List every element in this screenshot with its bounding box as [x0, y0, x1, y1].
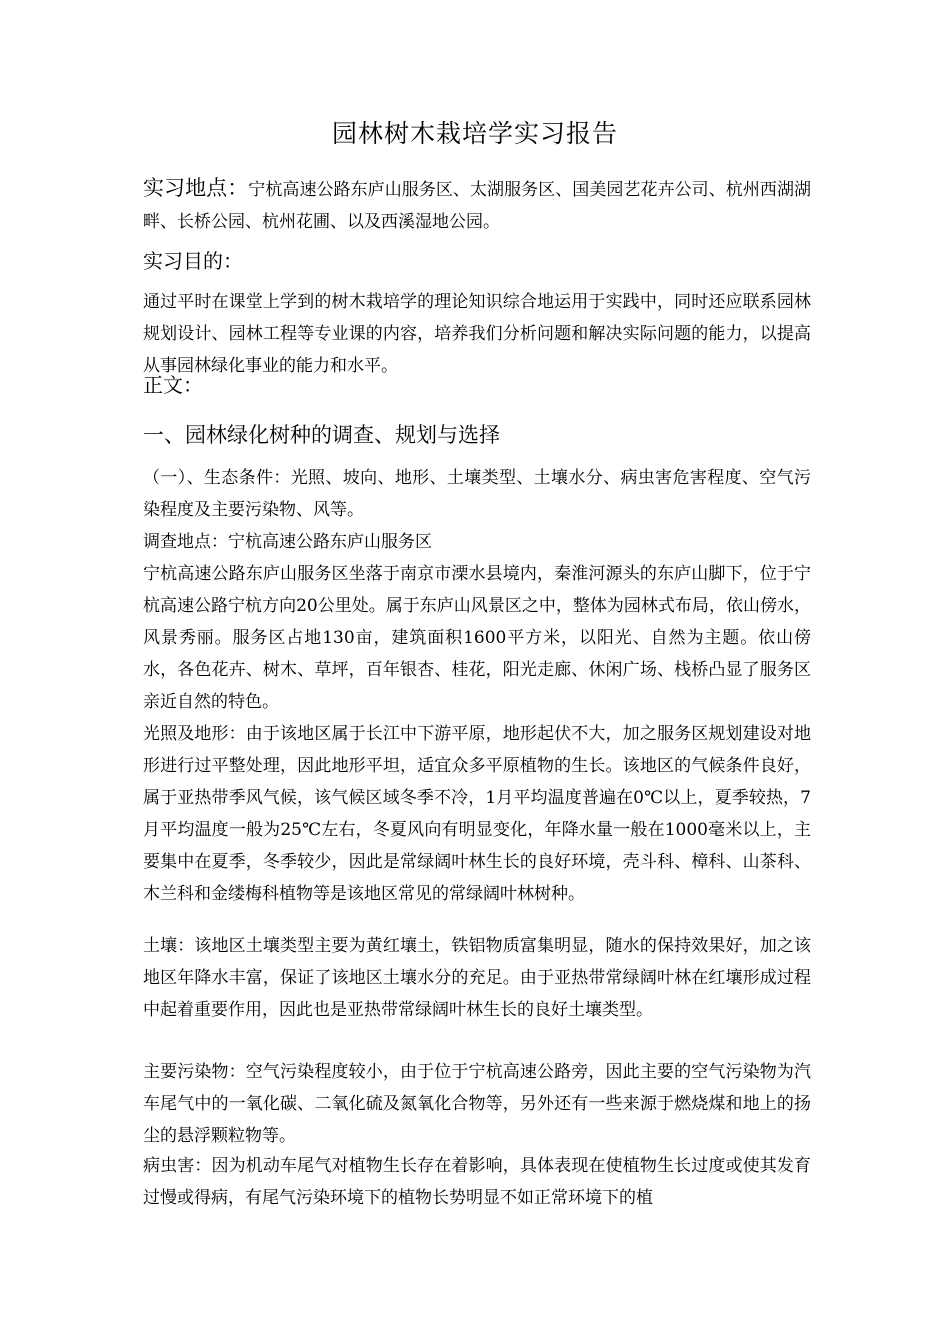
page-title: 园林树木栽培学实习报告	[331, 119, 618, 148]
pest-paragraph: 病虫害：因为机动车尾气对植物生长存在着影响，具体表现在使植物生长过度或使其发育过慢或得病，有尾气污染环境下的植物长势明显不如正常环境下的植	[143, 1156, 811, 1208]
soil-paragraph: 土壤：该地区土壤类型主要为黄红壤土，铁铝物质富集明显，随水的保持效果好，加之该地区年降水丰富，保证了该地区土壤水分的充足。由于亚热带常绿阔叶林在红壤形成过程中起着重要作用，因此也是亚热带常绿阔叶林生长的良好土壤类型。	[143, 936, 811, 1020]
ecology-conditions: （一）、生态条件：光照、坡向、地形、土壤类型、土壤水分、病虫害危害程度、空气污染程度及主要污染物、风等。	[143, 468, 811, 520]
location-text: 宁杭高速公路东庐山服务区、太湖服务区、国美园艺花卉公司、杭州西湖湖畔、长桥公园、杭州花圃、以及西溪湿地公园。	[143, 180, 812, 232]
location-label: 实习地点：	[143, 176, 249, 200]
light-terrain-paragraph: 光照及地形：由于该地区属于长江中下游平原，地形起伏不大，加之服务区规划建设对地形进行过平整处理，因此地形平坦，适宜众多平原植物的生长。该地区的气候条件良好，属于亚热带季风气候，该气候区域冬季不冷，1月平均温度普遍在0℃以上，夏季较热，7月平均温度一般为25℃左右，冬夏风向有明显变化，年降水量一般在1000毫米以上，主要集中在夏季，冬季较少，因此是常绿阔叶林生长的良好环境，壳斗科、樟科、山茶科、木兰科和金缕梅科植物等是该地区常见的常绿阔叶林树种。	[143, 724, 811, 904]
section-heading: 一、园林绿化树种的调查、规划与选择	[143, 423, 500, 447]
purpose-text: 通过平时在课堂上学到的树木栽培学的理论知识综合地运用于实践中，同时还应联系园林规划设计、园林工程等专业课的内容，培养我们分析问题和解决实际问题的能力，以提高从事园林绿化事业的能力和水平。	[143, 292, 811, 376]
purpose-label: 实习目的：	[143, 249, 243, 273]
location-paragraph	[143, 172, 811, 238]
body-label: 正文：	[143, 373, 203, 397]
survey-site: 调查地点：宁杭高速公路东庐山服务区	[143, 532, 432, 552]
pollution-paragraph: 主要污染物：空气污染程度较小，由于位于宁杭高速公路旁，因此主要的空气污染物为汽车尾气中的一氧化碳、二氧化硫及氮氧化合物等，另外还有一些来源于燃烧煤和地上的扬尘的悬浮颗粒物等。	[143, 1062, 811, 1146]
intro-paragraph: 宁杭高速公路东庐山服务区坐落于南京市溧水县境内，秦淮河源头的东庐山脚下，位于宁杭高速公路宁杭方向20公里处。属于东庐山风景区之中，整体为园林式布局，依山傍水，风景秀丽。服务区占地130亩，建筑面积1600平方米，以阳光、自然为主题。依山傍水，各色花卉、树木、草坪，百年银杏、桂花，阳光走廊、休闲广场、栈桥凸显了服务区亲近自然的特色。	[143, 564, 811, 712]
